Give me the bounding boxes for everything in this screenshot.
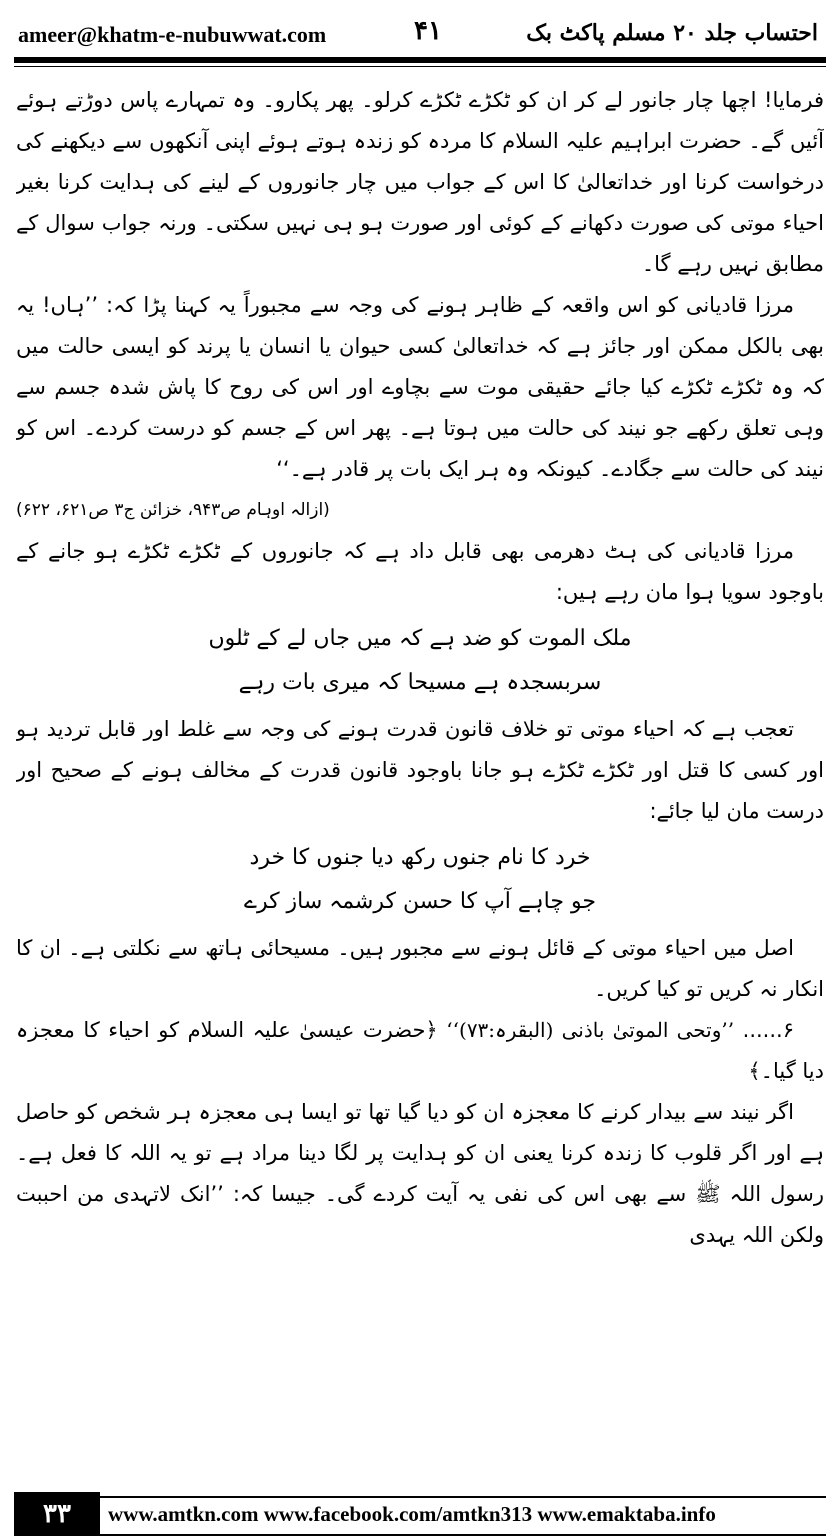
verse-2-line-2: جو چاہے آپ کا حسن کرشمہ ساز کرے	[244, 889, 596, 914]
item-6	[16, 1010, 824, 1092]
item-6-quote: ’’وتحی الموتیٰ باذنی (البقرہ:۷۳)‘‘	[446, 1018, 735, 1042]
verse-1-line-2: سربسجدہ ہے مسیحا کہ میری بات رہے	[238, 670, 602, 695]
item-6-number: ۶......	[742, 1018, 794, 1042]
verse-2-line-1: خرد کا نام جنوں رکھ دیا جنوں کا خرد	[249, 845, 591, 870]
header-rule-thin	[14, 66, 826, 67]
reference-citation: (ازالہ اوہام ص۹۴۳، خزائن ج۳ ص۶۲۱، ۶۲۲)	[16, 500, 330, 520]
header-rule-thick	[14, 57, 826, 63]
paragraph-3: مرزا قادیانی کی ہٹ دھرمی بھی قابل داد ہے کہ جانوروں کے ٹکڑے ٹکڑے ہو جانے کے باوجود سویا ہوا مان رہے ہیں:	[16, 539, 824, 604]
footer-links: www.amtkn.com www.facebook.com/amtkn313 www.emaktaba.info	[108, 1502, 716, 1526]
footer-rule-top	[100, 1496, 826, 1498]
paragraph-4: تعجب ہے کہ احیاء موتی تو خلاف قانون قدرت ہونے کی وجہ سے غلط اور قابل تردید ہو اور کسی کا قتل اور ٹکڑے ٹکڑے ہو جانا باوجود قانون قدرت کے مخالف ہونے کے صحیح اور درست مان لیا جائے:	[16, 717, 824, 823]
paragraph-1: فرمایا! اچھا چار جانور لے کر ان کو ٹکڑے ٹکڑے کرلو۔ پھر پکارو۔ وہ تمہارے پاس دوڑتے ہوئے آئیں گے۔ حضرت ابراہیم علیہ السلام کا مردہ کو زندہ ہوتے ہوئے اپنی آنکھوں سے دیکھنے کی درخواست کرنا اور خداتعالیٰ کا اس کے جواب میں چار جانوروں کے لینے کی ہدایت کرنا بغیر احیاء موتی کی صورت دکھانے کے کوئی اور صورت ہو ہی نہیں سکتی۔ ورنہ جواب سوال کے مطابق نہیں رہے گا۔	[16, 88, 824, 276]
header-email: ameer@khatm-e-nubuwwat.com	[18, 22, 327, 47]
verse-1	[16, 613, 824, 709]
book-title: احتساب جلد ۲۰ مسلم پاکٹ بک	[526, 20, 818, 46]
page-number: ۴۱	[414, 16, 442, 46]
page-body	[16, 80, 824, 1450]
paragraph-2: مرزا قادیانی کو اس واقعہ کے ظاہر ہونے کی وجہ سے مجبوراً یہ کہنا پڑا کہ: ’’ہاں! یہ بھی بالکل ممکن اور جائز ہے کہ خداتعالیٰ کسی حیوان یا انسان یا پرند کو ایسی حالت میں کہ وہ ٹکڑے ٹکڑے کیا جائے حقیقی موت سے بچاوے اور اس کی روح کا پاش شدہ جسم سے وہی تعلق رکھے جو نیند کی حالت میں ہوتا ہے۔ پھر اس کے جسم کو درست کردے۔ اس کو نیند کی حالت سے جگادے۔ کیونکہ وہ ہر ایک بات پر قادر ہے۔‘‘	[16, 293, 824, 481]
folio-badge: ۳۳	[14, 1492, 100, 1536]
paragraph-5: اصل میں احیاء موتی کے قائل ہونے سے مجبور ہیں۔ مسیحائی ہاتھ سے نکلتی ہے۔ ان کا انکار نہ کریں تو کیا کریں۔	[16, 936, 824, 1001]
page-footer	[0, 1490, 840, 1540]
verse-1-line-1: ملک الموت کو ضد ہے کہ میں جاں لے کے ٹلوں	[208, 626, 632, 651]
paragraph-6: اگر نیند سے بیدار کرنے کا معجزہ ان کو دیا گیا تھا تو ایسا ہی معجزہ ہر شخص کو حاصل ہے اور اگر قلوب کا زندہ کرنا یعنی ان کو ہدایت پر لگا دینا مراد ہے تو یہ اللہ کا فعل ہے۔ رسول اللہ ﷺ سے بھی اس کی نفی یہ آیت کردے گی۔ جیسا کہ: ’’انک لاتہدی من احببت ولکن اللہ یہدی	[16, 1100, 824, 1247]
footer-rule-bottom	[100, 1534, 826, 1536]
item-6-text: ﴿حضرت عیسیٰ علیہ السلام کو احیاء کا معجزہ دیا گیا۔﴾	[16, 1018, 824, 1083]
page-header	[0, 0, 840, 62]
verse-2	[16, 832, 824, 928]
